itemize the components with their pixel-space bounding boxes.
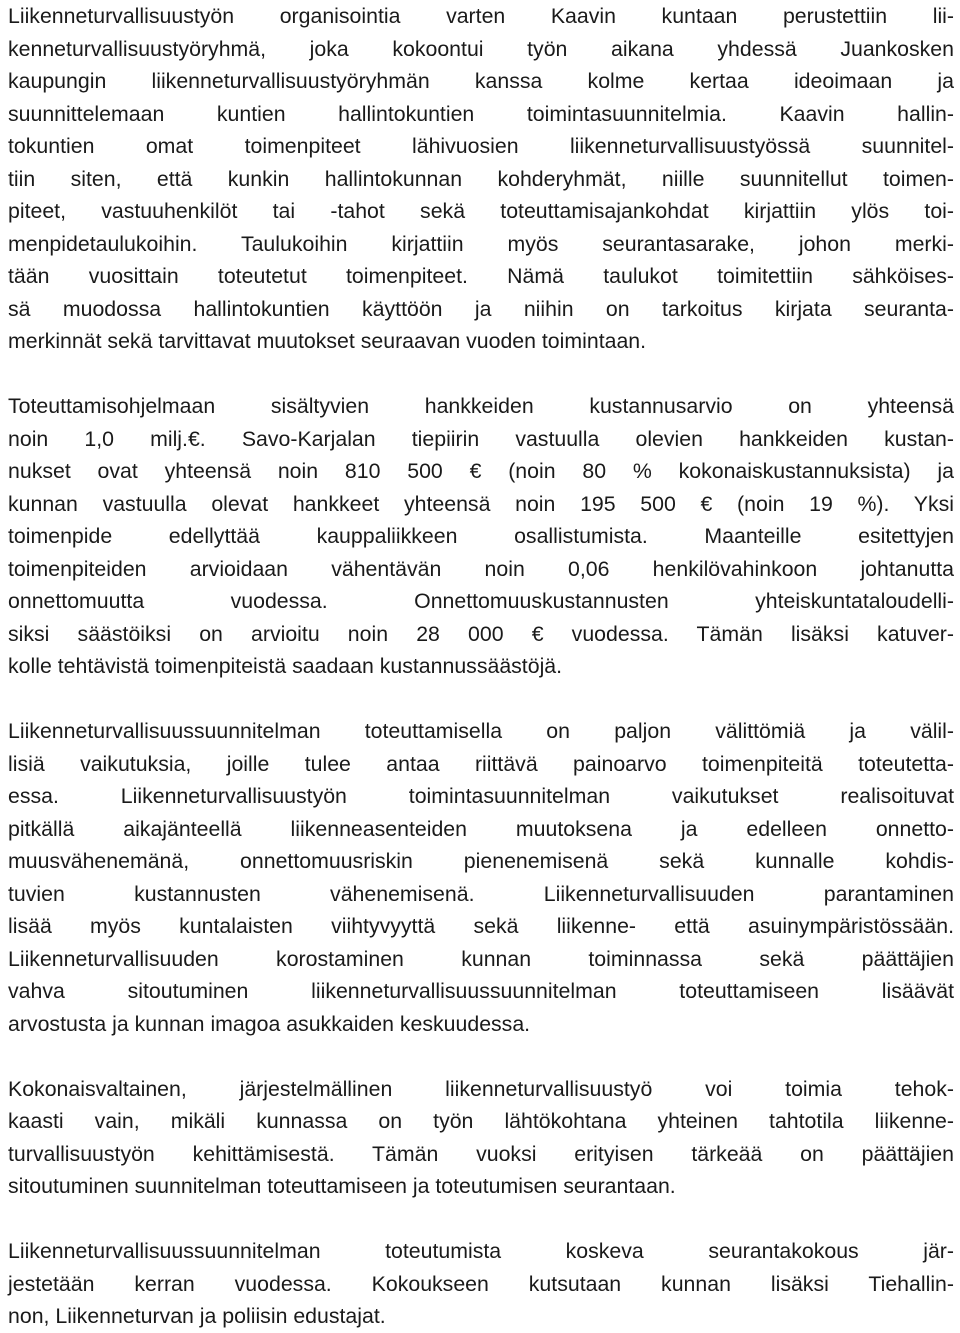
- text-line: onnettomuutta vuodessa. Onnettomuuskustannusten yhteiskuntataloudelli-: [8, 589, 954, 613]
- text-line: Liikenneturvallisuussuunnitelman toteutumista koskeva seurantakokous jär-: [8, 1239, 954, 1263]
- text-line: non, Liikenneturvan ja poliisin edustajat.: [8, 1304, 386, 1328]
- text-line: noin 1,0 milj.€. Savo-Karjalan tiepiirin vastuulla olevien hankkeiden kustan-: [8, 426, 954, 451]
- text-line: jestetään kerran vuodessa. Kokoukseen kutsutaan kunnan lisäksi Tiehallin-: [8, 1271, 954, 1296]
- text-line: tokuntien omat toimenpiteet lähivuosien liikenneturvallisuustyössä suunnitel-: [8, 134, 954, 158]
- text-line: tiin siten, että kunkin hallintokunnan kohderyhmät, niille suunnitellut toimen-: [8, 166, 954, 191]
- text-line: Toteuttamisohjelmaan sisältyvien hankkeiden kustannusarvio on yhteensä: [8, 394, 954, 418]
- text-line: kunnan vastuulla olevat hankkeet yhteensä noin 195 500 € (noin 19 %). Yksi: [8, 491, 954, 516]
- text-line: arvostusta ja kunnan imagoa asukkaiden keskuudessa.: [8, 1011, 531, 1036]
- text-line: essa. Liikenneturvallisuustyön toimintasuunnitelman vaikutukset realisoituvat: [8, 784, 954, 808]
- text-line: toimenpiteiden arvioidaan vähentävän noin 0,06 henkilövahinkoon johtanutta: [8, 556, 954, 581]
- text-line: vahva sitoutuminen liikenneturvallisuussuunnitelman toteuttamiseen lisäävät: [8, 979, 954, 1003]
- text-line: toimenpide edellyttää kauppaliikkeen osallistumista. Maanteille esitettyjen: [8, 524, 954, 548]
- text-line: suunnittelemaan kuntien hallintokuntien toimintasuunnitelmia. Kaavin hallin-: [8, 101, 954, 126]
- text-line: kaasti vain, mikäli kunnassa on työn lähtökohtana yhteinen tahtotila liikenne-: [8, 1109, 954, 1133]
- text-line: Liikenneturvallisuustyön organisointia varten Kaavin kuntaan perustettiin lii-: [8, 4, 954, 28]
- text-line: lisiä vaikutuksia, joille tulee antaa riittävä painoarvo toimenpiteitä toteutetta-: [8, 751, 954, 776]
- text-line: pitkällä aikajänteellä liikenneasenteiden muutoksena ja edelleen onnetto-: [8, 816, 954, 841]
- text-line: turvallisuustyön kehittämisestä. Tämän vuoksi erityisen tärkeää on päättäjien: [8, 1141, 954, 1166]
- text-line: menpidetaulukoihin. Taulukoihin kirjattiin myös seurantasarake, johon merki-: [8, 231, 954, 256]
- paragraph-effects: [8, 715, 954, 1040]
- text-line: Kokonaisvaltainen, järjestelmällinen liikenneturvallisuustyö voi toimia tehok-: [8, 1076, 954, 1101]
- text-line: nukset ovat yhteensä noin 810 500 € (noin 80 % kokonaiskustannuksista) ja: [8, 459, 954, 483]
- text-line: kaupungin liikenneturvallisuustyöryhmän kanssa kolme kertaa ideoimaan ja: [8, 69, 954, 93]
- text-line: tuvien kustannusten vähenemisenä. Liikenneturvallisuuden parantaminen: [8, 881, 954, 906]
- text-line: sä muodossa hallintokuntien käyttöön ja niihin on tarkoitus kirjata seuranta-: [8, 296, 954, 321]
- text-line: sitoutuminen suunnitelman toteuttamiseen ja toteutumisen seurantaan.: [8, 1174, 676, 1198]
- text-line: siksi säästöiksi on arvioitu noin 28 000 € vuodessa. Tämän lisäksi katuver-: [8, 621, 954, 646]
- paragraph-follow-up-meeting: [8, 1235, 954, 1333]
- text-line: Liikenneturvallisuuden korostaminen kunnan toiminnassa sekä päättäjien: [8, 946, 954, 971]
- text-line: lisää myös kuntalaisten viihtyvyyttä sekä liikenne- että asuinympäristössään.: [8, 914, 954, 938]
- paragraph-organisation: [8, 0, 954, 358]
- paragraph-costs: [8, 390, 954, 683]
- text-line: kenneturvallisuustyöryhmä, joka kokoontui työn aikana yhdessä Juankosken: [8, 36, 954, 61]
- text-line: kolle tehtävistä toimenpiteistä saadaan kustannussäästöjä.: [8, 654, 563, 678]
- text-line: muusvähenemänä, onnettomuusriskin pienenemisenä sekä kunnalle kohdis-: [8, 849, 954, 873]
- text-line: tään vuosittain toteutetut toimenpiteet. Nämä taulukot toimitettiin sähköises-: [8, 264, 954, 288]
- text-line: piteet, vastuuhenkilöt tai -tahot sekä toteuttamisajankohdat kirjattiin ylös toi-: [8, 199, 954, 223]
- paragraph-commitment: [8, 1073, 954, 1203]
- text-line: merkinnät sekä tarvittavat muutokset seuraavan vuoden toimintaan.: [8, 329, 647, 353]
- text-line: Liikenneturvallisuussuunnitelman toteuttamisella on paljon välittömiä ja välil-: [8, 719, 954, 743]
